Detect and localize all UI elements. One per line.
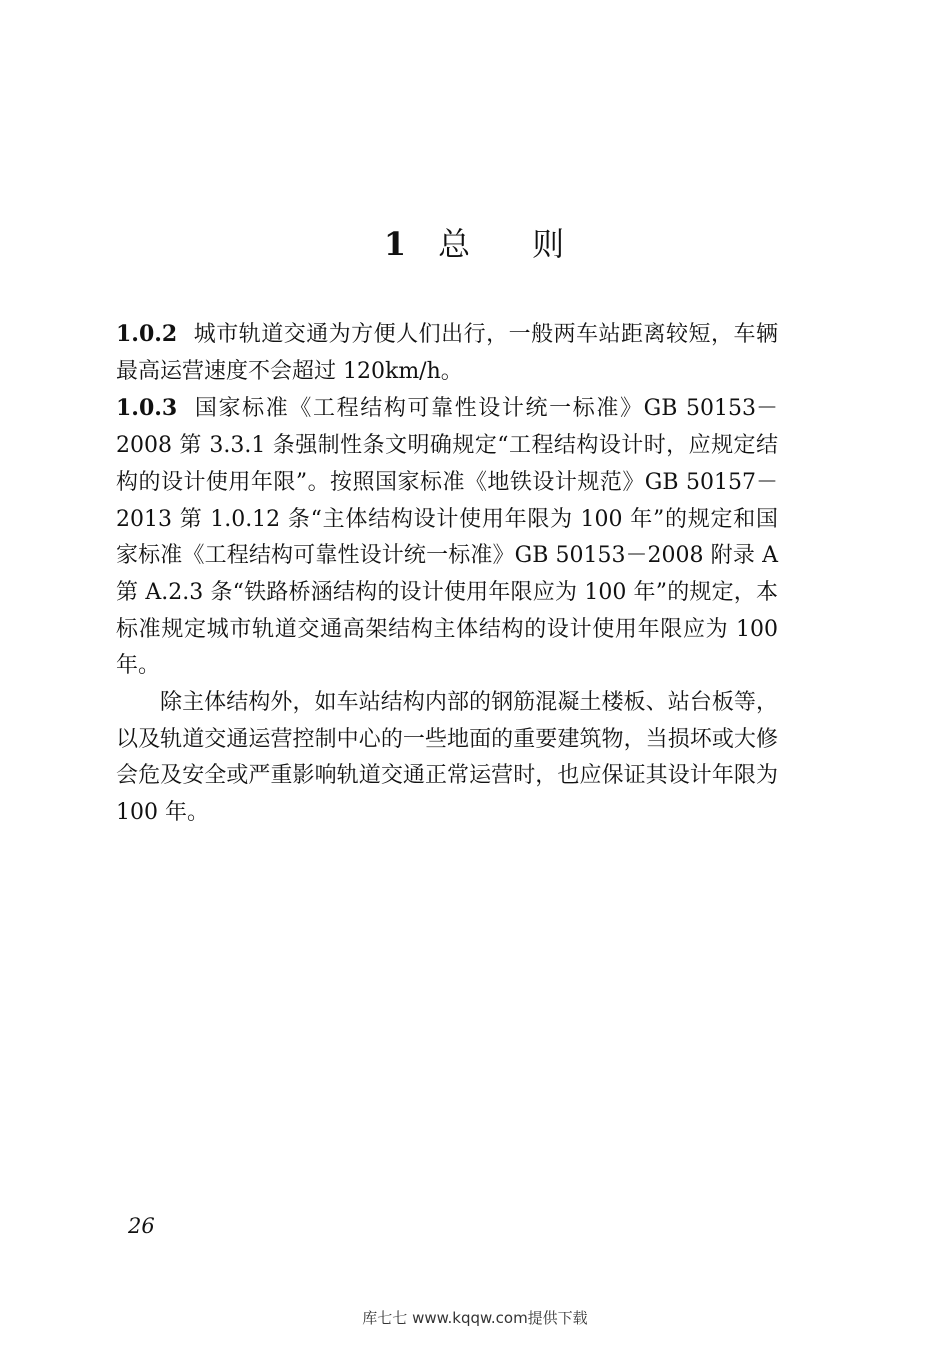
chapter-number: 1 [383, 225, 409, 263]
clause-number: 1.0.3 [116, 395, 178, 422]
chapter-title-char-1: 总 [438, 225, 473, 263]
clause-text: 城市轨道交通为方便人们出行，一般两车站距离较短，车辆最高运营速度不会超过 120km/h。 [116, 322, 778, 384]
clause-1-0-3 [116, 390, 778, 685]
chapter-title [0, 222, 950, 266]
clause-1-0-2 [116, 316, 778, 390]
body-text [116, 316, 778, 832]
clause-text: 国家标准《工程结构可靠性设计统一标准》GB 50153－2008 第 3.3.1 条强制性条文明确规定“工程结构设计时，应规定结构的设计使用年限”。按照国家标准《地铁设计规范》GB 50157－2013 第 1.0.12 条“主体结构设计使用年限为 100 年”的规定和国家标准《工程结构可靠性设计统一标准》GB 50153－2008 附录 A 第 A.2.3 条“铁路桥涵结构的设计使用年限应为 100 年”的规定，本标准规定城市轨道交通高架结构主体结构的设计使用年限应为 100 年。 [116, 396, 778, 679]
clause-number: 1.0.2 [116, 321, 178, 347]
page-number: 26 [128, 1214, 155, 1238]
explanation-paragraph: 除主体结构外，如车站结构内部的钢筋混凝土楼板、站台板等，以及轨道交通运营控制中心的一些地面的重要建筑物，当损坏或大修会危及安全或严重影响轨道交通正常运营时，也应保证其设计年限为 100 年。 [116, 690, 778, 826]
footer-watermark: 库七七 www.kqqw.com提供下载 [362, 1309, 588, 1327]
chapter-title-char-2: 则 [532, 225, 567, 263]
